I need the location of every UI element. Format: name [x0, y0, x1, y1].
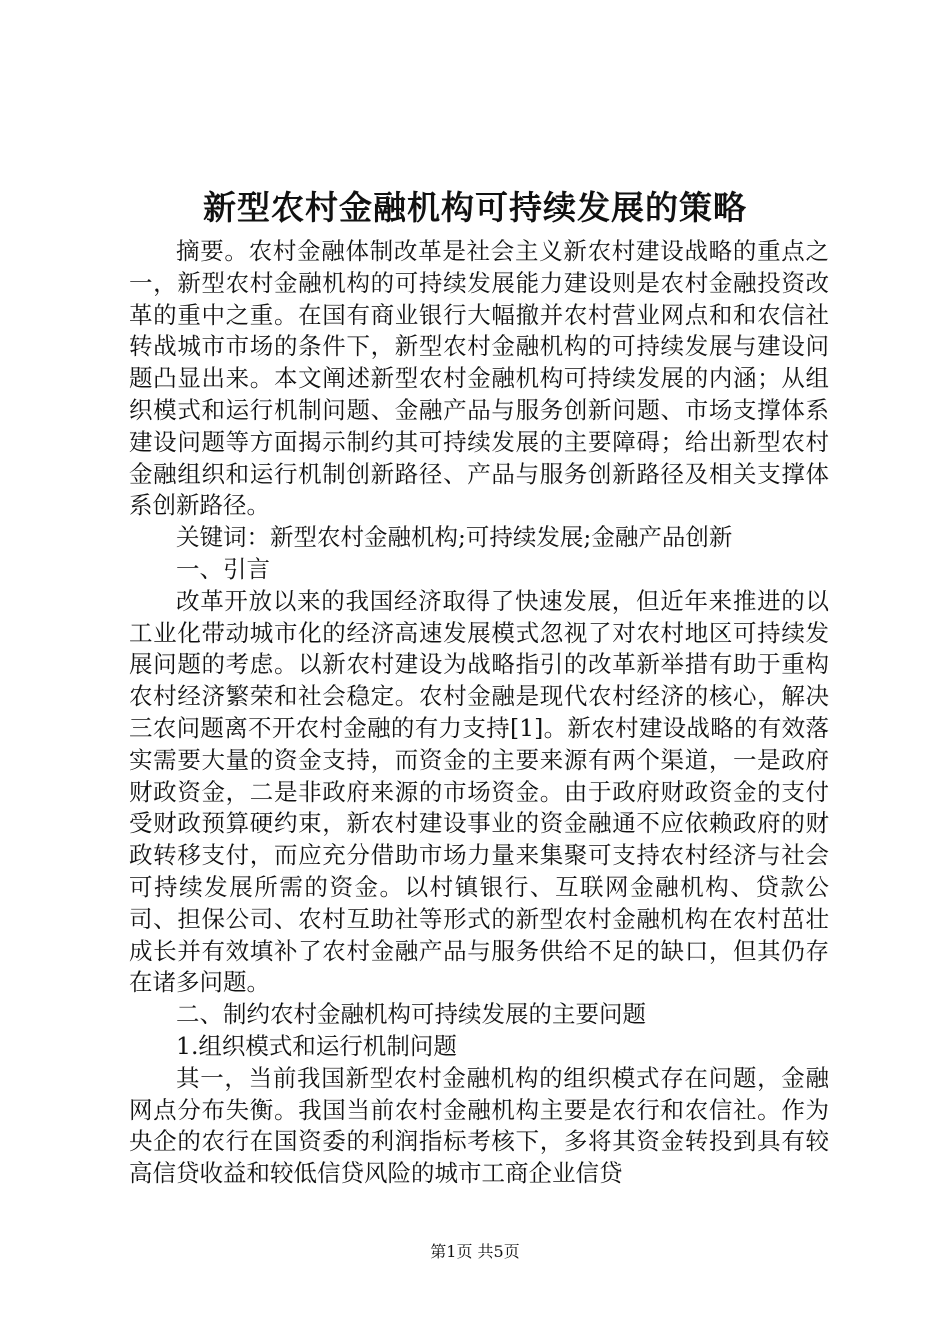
introduction-paragraph: 改革开放以来的我国经济取得了快速发展，但近年来推进的以工业化带动城市化的经济高速发展模式忽视了对农村地区可持续发展问题的考虑。以新农村建设为战略指引的改革新举措有助于重构农村经济繁荣和社会稳定。农村金融是现代农村经济的核心，解决三农问题离不开农村金融的有力支持[1]。新农村建设战略的有效落实需要大量的资金支持，而资金的主要来源有两个渠道，一是政府财政资金，二是非政府来源的市场资金。由于政府财政资金的支付受财政预算硬约束，新农村建设事业的资金融通不应依赖政府的财政转移支付，而应充分借助市场力量来集聚可支持农村经济与社会可持续发展所需的资金。以村镇银行、互联网金融机构、贷款公司、担保公司、农村互助社等形式的新型农村金融机构在农村茁壮成长并有效填补了农村金融产品与服务供给不足的缺口，但其仍存在诸多问题。 [129, 586, 829, 997]
section-heading-introduction: 一、引言 [176, 554, 270, 583]
page-footer: 第1页 共5页 [430, 1242, 520, 1261]
section-heading-main-problems: 二、制约农村金融机构可持续发展的主要问题 [176, 1000, 646, 1029]
subsection-heading-organization: 1.组织模式和运行机制问题 [176, 1031, 457, 1060]
abstract-paragraph: 摘要。农村金融体制改革是社会主义新农村建设战略的重点之一，新型农村金融机构的可持续发展能力建设则是农村金融投资改革的重中之重。在国有商业银行大幅撤并农村营业网点和和农信社转战城市市场的条件下，新型农村金融机构的可持续发展与建设问题凸显出来。本文阐述新型农村金融机构可持续发展的内涵；从组织模式和运行机制问题、金融产品与服务创新问题、市场支撑体系建设问题等方面揭示制约其可持续发展的主要障碍；给出新型农村金融组织和运行机制创新路径、产品与服务创新路径及相关支撑体系创新路径。 [129, 237, 829, 520]
document-body [129, 236, 829, 1190]
document-title: 新型农村金融机构可持续发展的策略 [203, 188, 747, 227]
organization-paragraph: 其一，当前我国新型农村金融机构的组织模式存在问题，金融网点分布失衡。我国当前农村金融机构主要是农行和农信社。作为央企的农行在国资委的利润指标考核下，多将其资金转投到具有较高信贷收益和较低信贷风险的城市工商企业信贷 [129, 1063, 829, 1188]
keywords-paragraph: 关键词：新型农村金融机构;可持续发展;金融产品创新 [176, 523, 733, 552]
